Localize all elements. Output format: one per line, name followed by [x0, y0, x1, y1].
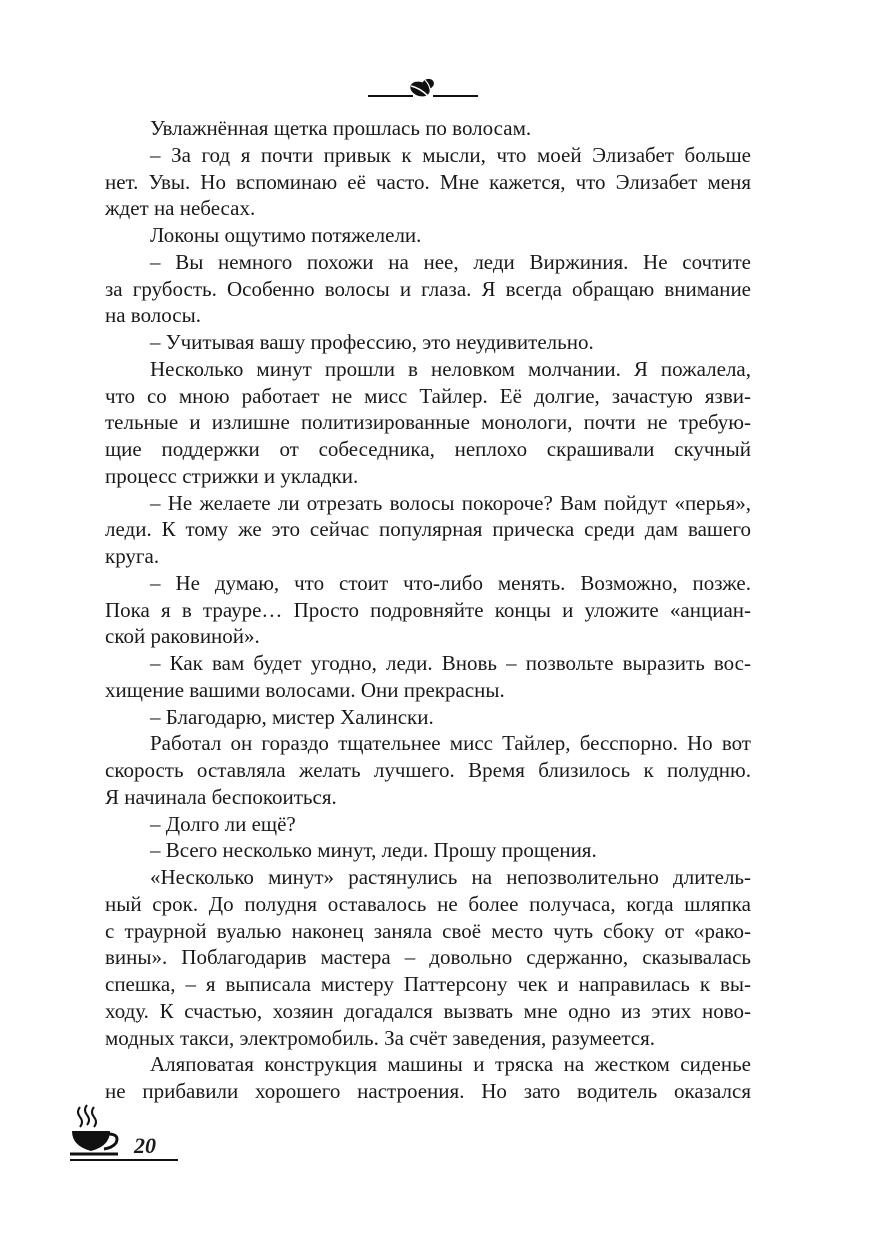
paragraph	[105, 329, 751, 356]
body-text	[105, 115, 751, 1105]
text-line: что со мною работает не мисс Тайлер. Её долгие, зачастую язви-	[105, 383, 751, 408]
text-line: – Вы немного похожи на нее, леди Виржиния. Не сочтите	[150, 249, 751, 274]
paragraph	[105, 249, 751, 329]
paragraph	[105, 356, 751, 490]
text-line: спешка, – я выписала мистеру Паттерсону чек и направилась к вы-	[105, 972, 751, 996]
paragraph	[105, 1051, 751, 1105]
text-line: – Учитывая вашу профессию, это неудивительно.	[150, 330, 594, 354]
text-line: Работал он гораздо тщательнее мисс Тайлер, бесспорно. Но вот	[150, 731, 751, 756]
text-line: на волосы.	[105, 303, 201, 328]
text-line: Увлажнённая щетка прошлась по волосам.	[150, 116, 532, 140]
text-line: щие поддержки от собеседника, неплохо скрашивали скучный	[105, 437, 751, 461]
text-line: – Благодарю, мистер Халински.	[150, 704, 434, 729]
paragraph	[105, 704, 751, 731]
text-line: круга.	[105, 544, 160, 568]
text-line: вины». Поблагодарив мастера – довольно сдержанно, сказывалась	[105, 945, 751, 970]
paragraph	[105, 811, 751, 838]
text-line: – Как вам будет угодно, леди. Вновь – позвольте выразить вос-	[150, 651, 751, 675]
paragraph	[105, 864, 751, 1051]
text-line: ждет на небесах.	[105, 196, 256, 221]
text-line: процесс стрижки и укладки.	[105, 463, 359, 488]
text-line: Пока я в трауре… Просто подровняйте концы и уложите «анциан-	[105, 597, 751, 622]
text-line: – Не желаете ли отрезать волосы покороче? Вам пойдут «перья»,	[150, 490, 751, 515]
coffee-bean-ornament-icon	[368, 74, 478, 100]
text-line: с траурной вуалью наконец заняла своё место чуть сбоку от «рако-	[105, 918, 751, 943]
text-line: нет. Увы. Но вспоминаю её часто. Мне кажется, что Элизабет меня	[105, 169, 751, 194]
text-line: леди. К тому же это сейчас популярная прическа среди дам вашего	[105, 517, 751, 542]
paragraph	[105, 222, 751, 249]
text-line: скорость оставляла желать лучшего. Время близилось к полудню.	[105, 758, 751, 782]
text-line: – Не думаю, что стоит что-либо менять. Возможно, позже.	[150, 570, 751, 595]
paragraph	[105, 650, 751, 704]
text-line: Локоны ощутимо потяжелели.	[150, 223, 422, 247]
text-line: ный срок. До полудня оставалось не более получаса, когда шляпка	[105, 891, 751, 916]
paragraph	[105, 730, 751, 810]
coffee-cup-icon	[70, 1103, 180, 1163]
paragraph	[105, 837, 751, 864]
paragraph	[105, 115, 751, 142]
paragraph	[105, 490, 751, 570]
page-number: 20	[134, 1133, 156, 1158]
text-line: Несколько минут прошли в неловком молчании. Я пожалела,	[150, 356, 751, 381]
text-line: – Долго ли ещё?	[150, 811, 296, 836]
text-line: за грубость. Особенно волосы и глаза. Я всегда обращаю внимание	[105, 276, 751, 301]
text-line: – За год я почти привык к мысли, что моей Элизабет больше	[150, 142, 751, 167]
text-line: не прибавили хорошего настроения. Но зато водитель оказался	[105, 1079, 751, 1103]
paragraph	[105, 142, 751, 222]
text-line: «Несколько минут» растянулись на непозволительно длитель-	[150, 865, 751, 889]
text-line: хищение вашими волосами. Они прекрасны.	[105, 677, 505, 702]
text-line: тельные и излишне политизированные монологи, почти не требую-	[105, 410, 751, 435]
text-line: Аляповатая конструкция машины и тряска на жестком сиденье	[150, 1052, 751, 1077]
text-line: – Всего несколько минут, леди. Прошу прощения.	[150, 838, 597, 863]
text-line: Я начинала беспокоиться.	[105, 784, 337, 809]
text-line: ходу. К счастью, хозяин догадался вызвать мне одно из этих ново-	[105, 998, 751, 1023]
text-line: модных такси, электромобиль. За счёт заведения, разумеется.	[105, 1025, 656, 1050]
paragraph	[105, 570, 751, 650]
text-line: ской раковиной».	[105, 624, 260, 649]
